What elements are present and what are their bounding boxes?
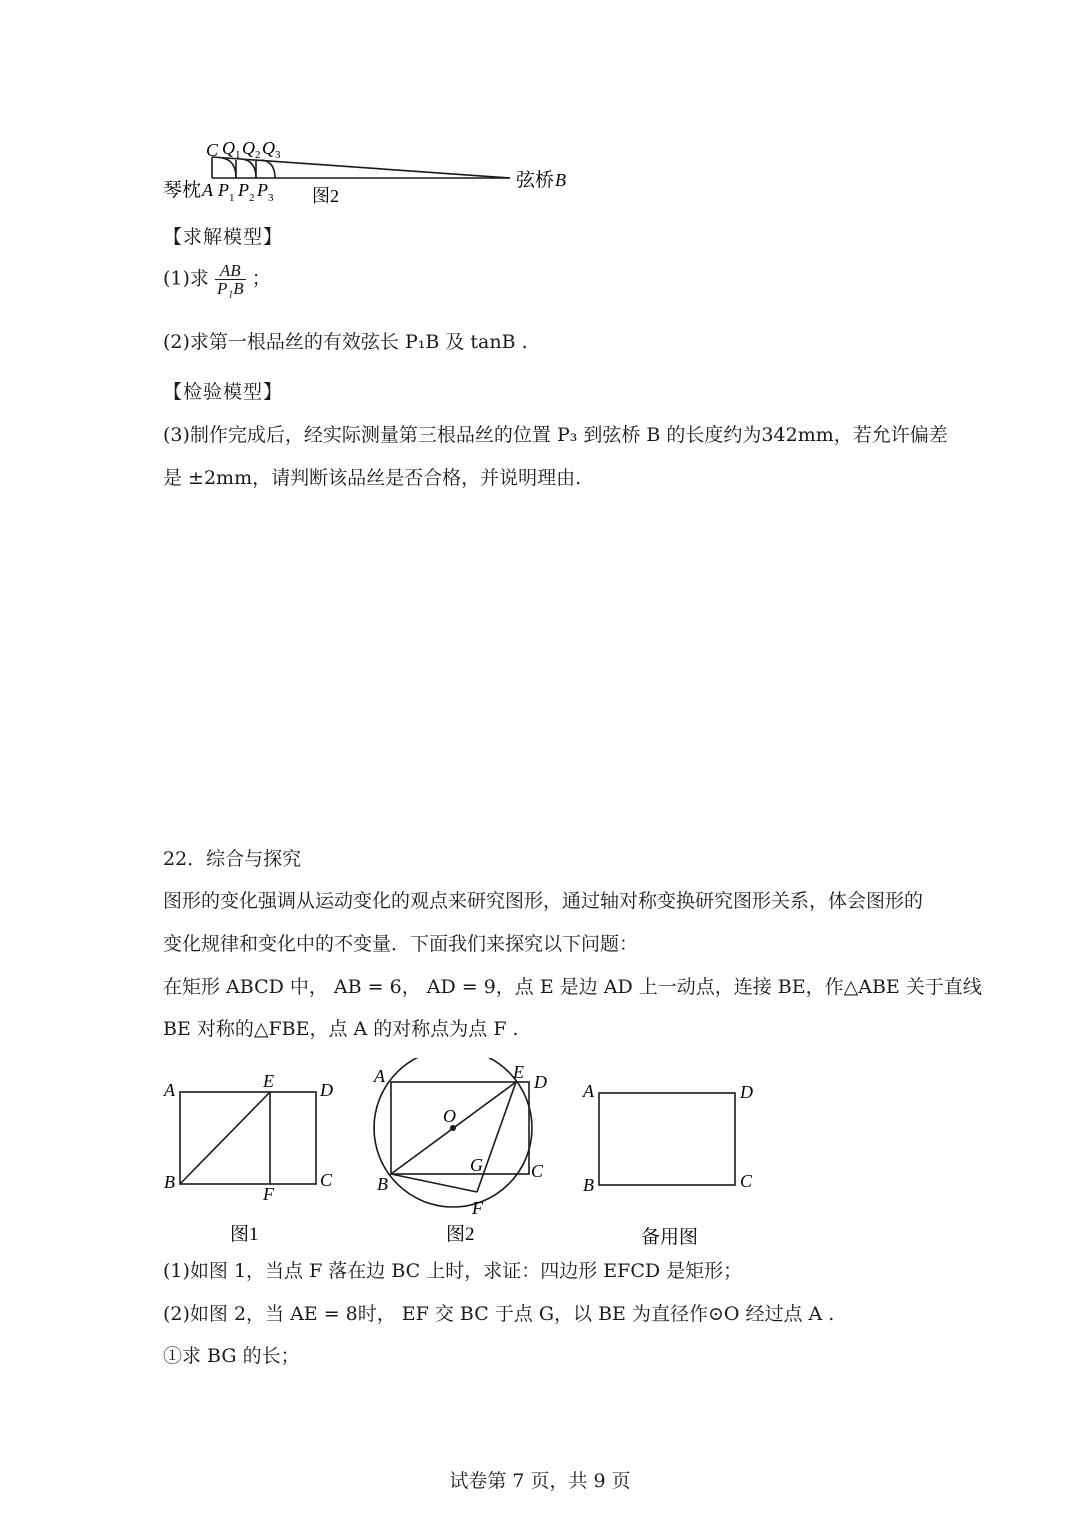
check-model-heading: 【检验模型】 — [163, 381, 284, 403]
problem-22-cond2: BE 对称的△FBE，点 A 的对称点为点 F . — [163, 1018, 519, 1040]
problem-22-q1: (1)如图 1，当点 F 落在边 BC 上时，求证：四边形 EFCD 是矩形； — [163, 1260, 743, 1282]
solve-model-heading: 【求解模型】 — [163, 226, 284, 248]
fig3-caption: 备用图 — [641, 1227, 699, 1248]
question-3-line2: 是 ±2mm，请判断该品丝是否合格，并说明理由. — [163, 467, 582, 489]
fig1-caption: 图1 — [230, 1224, 259, 1245]
label-p2-sub: 2 — [249, 192, 255, 204]
label-p3: P — [257, 180, 268, 200]
question-3-line1: (3)制作完成后，经实际测量第三根品丝的位置 P₃ 到弦桥 B 的长度约为342mm，若允许偏差 — [163, 424, 948, 446]
fig1-label-a: A — [164, 1080, 175, 1100]
fig1-label-d: D — [320, 1080, 333, 1100]
fig2-label-c: C — [531, 1161, 544, 1181]
label-p1: P — [218, 180, 229, 200]
fig2-label-b: B — [377, 1174, 388, 1194]
arc-q1 — [222, 158, 236, 178]
fig1-be — [180, 1092, 270, 1184]
problem-22-cond1: 在矩形 ABCD 中， AB = 6， AD = 9，点 E 是边 AD 上一动点，连接 BE，作△ABE 关于直线 — [163, 976, 982, 998]
page-footer: 试卷第 7 页，共 9 页 — [449, 1470, 631, 1492]
problem-22-q2: (2)如图 2，当 AE = 8时， EF 交 BC 于点 G，以 BE 为直径作⊙O 经过点 A . — [163, 1303, 835, 1325]
problem-22-title: 22．综合与探究 — [163, 848, 302, 870]
left-label: 琴枕 — [163, 180, 202, 201]
problem-22-q2-1: ①求 BG 的长； — [163, 1345, 300, 1367]
string-diagram — [0, 120, 1080, 340]
q1-suffix: ； — [251, 267, 271, 290]
fig2-label-o: O — [443, 1106, 456, 1126]
fig3-label-b: B — [583, 1175, 594, 1195]
problem-22-figures — [0, 1058, 1080, 1258]
fig1-label-c: C — [320, 1170, 333, 1190]
fig2-label-d: D — [534, 1072, 547, 1092]
fig3-label-a: A — [583, 1081, 594, 1101]
problem-22-intro1: 图形的变化强调从运动变化的观点来研究图形，通过轴对称变换研究图形关系，体会图形的 — [163, 890, 924, 912]
q1-prefix: (1)求 — [163, 267, 209, 290]
fig2-ef — [477, 1082, 516, 1192]
fig1-label-e: E — [263, 1071, 274, 1091]
fig1-rectangle — [180, 1092, 316, 1184]
label-q3: Q — [262, 138, 275, 158]
label-p1-sub: 1 — [229, 192, 235, 204]
fig2-rectangle — [391, 1082, 529, 1174]
fraction — [215, 262, 246, 297]
fig2-circle — [374, 1058, 532, 1207]
label-p3-sub: 3 — [268, 192, 274, 204]
arc-q3 — [262, 160, 275, 178]
fig3-label-d: D — [740, 1082, 753, 1102]
label-q1-sub: 1 — [235, 149, 241, 161]
label-c: C — [206, 140, 219, 160]
label-q2: Q — [242, 138, 255, 158]
arc-q2 — [242, 159, 256, 178]
label-q2-sub: 2 — [255, 149, 261, 161]
fraction-numerator: AB — [219, 261, 241, 280]
problem-22-intro2: 变化规律和变化中的不变量．下面我们来探究以下问题： — [163, 933, 639, 955]
question-1 — [163, 262, 271, 297]
label-a: A — [202, 180, 213, 200]
question-2: (2)求第一根品丝的有效弦长 P₁B 及 tanB . — [163, 331, 528, 353]
fig2-label-e: E — [513, 1062, 524, 1082]
right-label: 弦桥 — [516, 170, 555, 191]
fig2-label-g: G — [470, 1155, 483, 1175]
fig3-rectangle — [599, 1093, 735, 1185]
fig3-label-c: C — [740, 1171, 753, 1191]
fig-caption: 图2 — [312, 186, 339, 206]
label-q1: Q — [222, 138, 235, 158]
label-p2: P — [238, 180, 249, 200]
label-q3-sub: 3 — [275, 149, 281, 161]
fig1-label-b: B — [164, 1172, 175, 1192]
fig2-label-f: F — [472, 1198, 483, 1218]
fig2-label-a: A — [374, 1066, 385, 1086]
fraction-denominator: P₁B — [216, 279, 244, 298]
label-b: B — [555, 170, 566, 190]
fig1-label-f: F — [263, 1184, 274, 1204]
fig2-caption: 图2 — [446, 1224, 475, 1245]
